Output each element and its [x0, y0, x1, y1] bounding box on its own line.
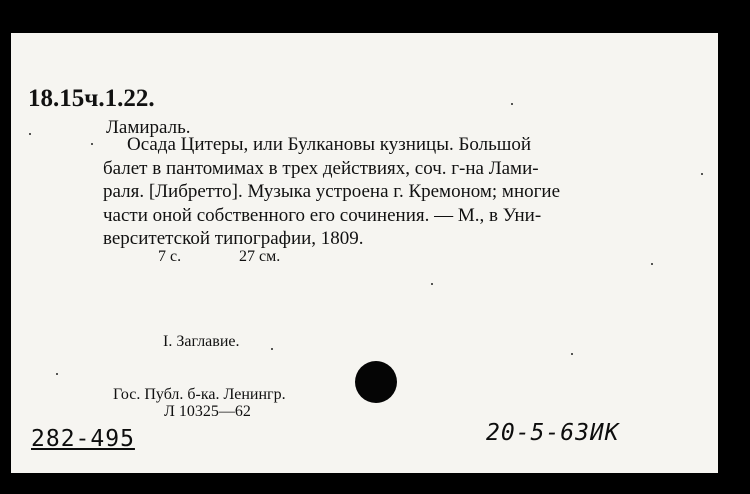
speck — [651, 263, 653, 265]
description-line: балет в пантомимах в трех действиях, соч. г-на Лами- — [103, 157, 539, 179]
speck — [91, 143, 93, 145]
call-number: 18.15ч.1.22. — [28, 85, 155, 112]
catalog-card — [11, 33, 718, 473]
description-line: верситетской типографии, 1809. — [103, 228, 364, 249]
punch-hole — [355, 361, 397, 403]
speck — [511, 103, 513, 105]
speck — [56, 373, 58, 375]
handwritten-number: 282-495 — [31, 426, 135, 452]
speck — [571, 353, 573, 355]
collation-pages: 7 с. — [158, 248, 182, 265]
description-line: части оной собственного его сочинения. — М., в Уни- — [103, 204, 542, 226]
description-line: раля. [Либретто]. Музыка устроена г. Кремоном; многие — [103, 181, 561, 202]
speck — [271, 348, 273, 350]
description-body — [103, 133, 560, 251]
speck — [29, 133, 31, 135]
handwritten-date: 20-5-63ИК — [486, 420, 620, 446]
library-stamp-line-2: Л 10325—62 — [164, 403, 251, 420]
tracing: I. Заглавие. — [163, 333, 240, 350]
speck — [701, 173, 703, 175]
speck — [431, 283, 433, 285]
collation-size: 27 см. — [239, 248, 281, 265]
author-heading: Ламираль. — [106, 117, 191, 138]
description-line: Осада Цитеры, или Булкановы кузницы. Большой — [127, 134, 532, 155]
library-stamp-line-1: Гос. Публ. б-ка. Ленингр. — [113, 386, 286, 403]
